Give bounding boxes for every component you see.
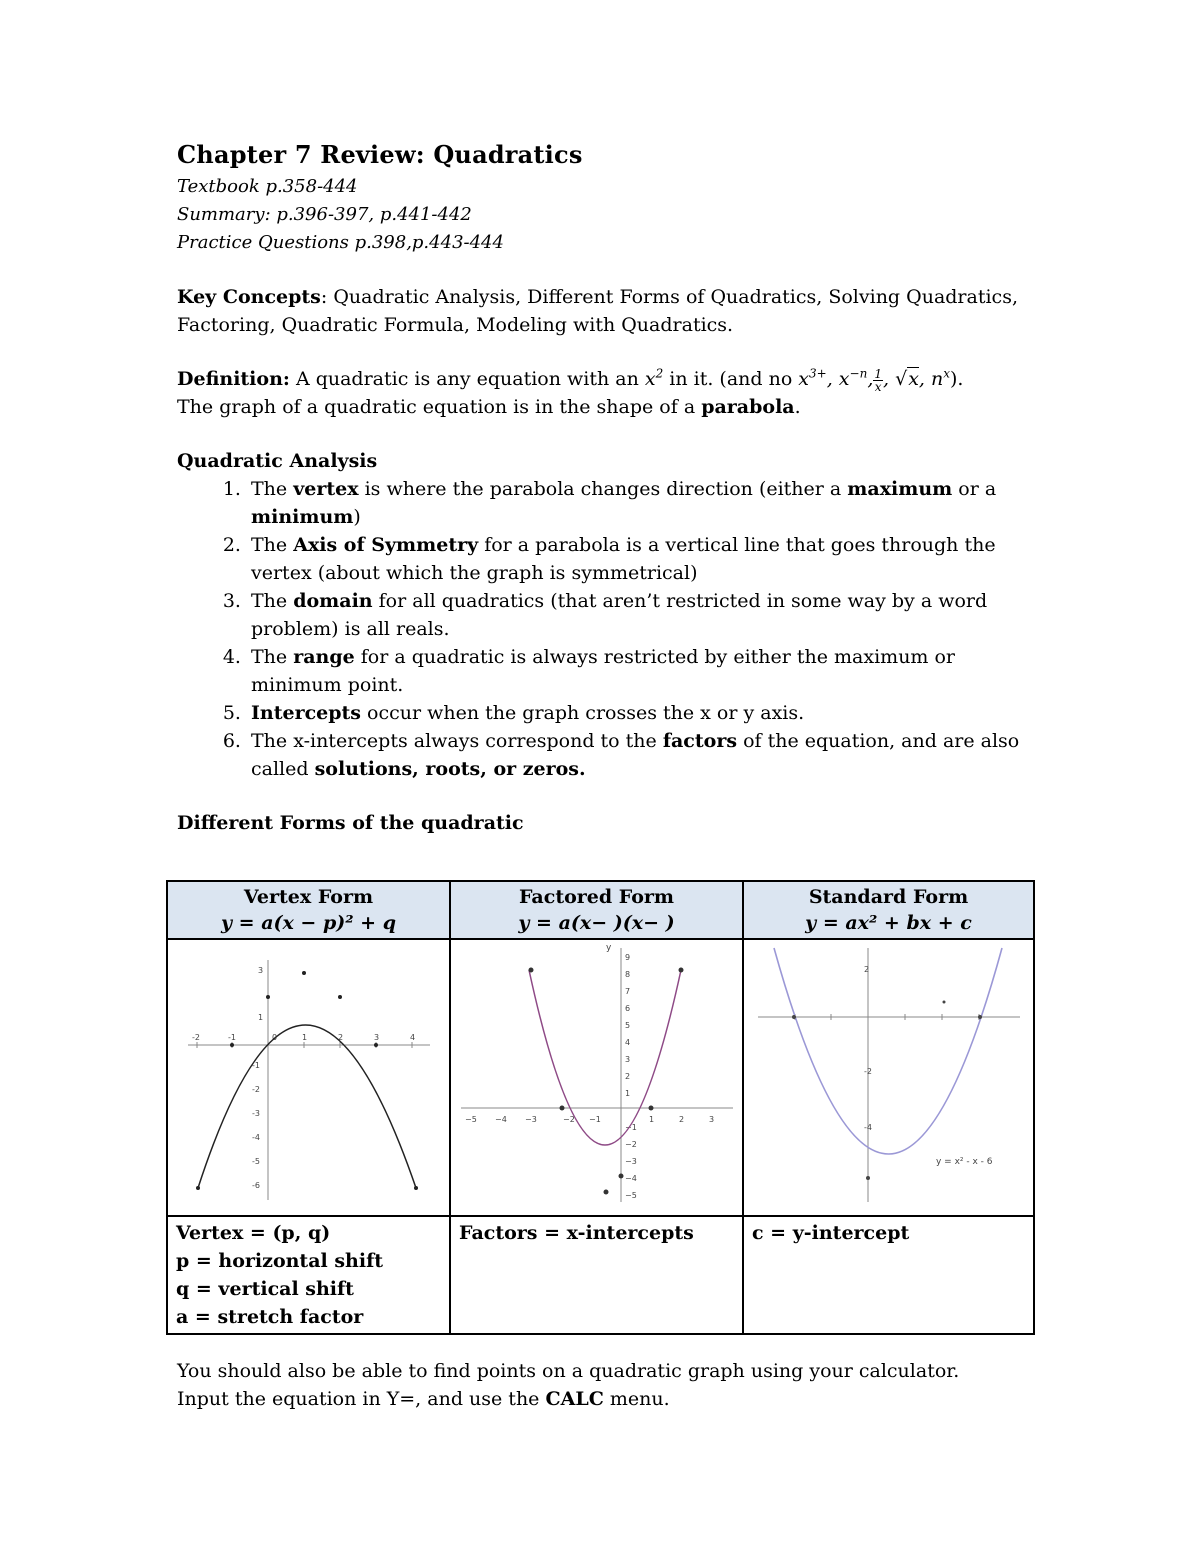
svg-text:8: 8 xyxy=(625,970,631,979)
svg-text:-1: -1 xyxy=(228,1033,236,1042)
svg-text:−2: −2 xyxy=(563,1115,575,1124)
svg-text:−5: −5 xyxy=(625,1191,637,1200)
document-title: Chapter 7 Review: Quadratics xyxy=(177,140,583,169)
key-concepts: Key Concepts: Quadratic Analysis, Different Forms of Quadratics, Solving Quadratics, Factoring, Quadratic Formula, Modeling with Quadratics. xyxy=(177,286,1018,336)
svg-text:−2: −2 xyxy=(625,1140,637,1149)
svg-text:4: 4 xyxy=(625,1038,631,1047)
factored-form-graph xyxy=(450,939,743,1216)
svg-text:2: 2 xyxy=(338,1033,344,1042)
svg-text:−1: −1 xyxy=(625,1123,637,1132)
practice-ref: Practice Questions p.398,p.443-444 xyxy=(177,232,504,253)
svg-text:6: 6 xyxy=(625,1004,631,1013)
parabola-line: The graph of a quadratic equation is in the shape of a parabola. xyxy=(177,396,801,418)
list-item: 5. Intercepts occur when the graph crosses the x or y axis. xyxy=(247,699,1037,727)
svg-text:−4: −4 xyxy=(495,1115,507,1124)
vertex-form-graph xyxy=(167,939,450,1216)
analysis-list xyxy=(177,475,1037,783)
svg-text:1: 1 xyxy=(625,1089,631,1098)
svg-text:5: 5 xyxy=(625,1021,631,1030)
svg-text:4: 4 xyxy=(410,1033,416,1042)
svg-text:-5: -5 xyxy=(252,1157,260,1166)
svg-text:-2: -2 xyxy=(864,1067,872,1076)
standard-form-notes: c = y-intercept xyxy=(743,1216,1034,1334)
vertex-form-header: Vertex Form y = a(x − p)² + q xyxy=(167,881,450,939)
textbook-ref: Textbook p.358-444 xyxy=(177,176,358,197)
svg-text:2: 2 xyxy=(679,1115,685,1124)
graph-equation-label: y = x² - x - 6 xyxy=(936,1157,993,1167)
list-item: 3. The domain for all quadratics (that aren’t restricted in some way by a word problem) is all reals. xyxy=(247,587,1037,643)
list-item: 4. The range for a quadratic is always restricted by either the maximum or minimum point. xyxy=(247,643,1037,699)
vertex-form-notes: Vertex = (p, q) p = horizontal shift q = vertical shift a = stretch factor xyxy=(167,1216,450,1334)
svg-text:-2: -2 xyxy=(252,1085,260,1094)
factored-form-header: Factored Form y = a(x− )(x− ) xyxy=(450,881,743,939)
svg-text:−5: −5 xyxy=(465,1115,477,1124)
analysis-heading: Quadratic Analysis xyxy=(177,450,378,472)
document-body xyxy=(177,140,1037,837)
svg-text:9: 9 xyxy=(625,953,631,962)
svg-text:3: 3 xyxy=(374,1033,380,1042)
svg-text:2: 2 xyxy=(864,965,870,974)
standard-form-header: Standard Form y = ax² + bx + c xyxy=(743,881,1034,939)
svg-text:7: 7 xyxy=(625,987,631,996)
svg-text:-4: -4 xyxy=(252,1133,260,1142)
svg-text:-2: -2 xyxy=(192,1033,200,1042)
closing-text: You should also be able to find points on a quadratic graph using your calculator. Input the equation in Y=, and use the CALC menu. xyxy=(177,1360,960,1410)
svg-text:-4: -4 xyxy=(864,1123,872,1132)
y-axis-label: y xyxy=(606,943,612,953)
svg-text:3: 3 xyxy=(625,1055,631,1064)
svg-text:-6: -6 xyxy=(252,1181,260,1190)
svg-text:1: 1 xyxy=(649,1115,655,1124)
summary-ref: Summary: p.396-397, p.441-442 xyxy=(177,204,472,225)
forms-heading: Different Forms of the quadratic xyxy=(177,812,524,834)
list-item: 1. The vertex is where the parabola changes direction (either a maximum or a minimum) xyxy=(247,475,1037,531)
forms-table xyxy=(166,880,1035,1335)
svg-text:1: 1 xyxy=(302,1033,308,1042)
svg-text:0: 0 xyxy=(272,1033,278,1042)
svg-text:−1: −1 xyxy=(589,1115,601,1124)
list-item: 2. The Axis of Symmetry for a parabola is a vertical line that goes through the vertex (about which the graph is symmetrical) xyxy=(247,531,1037,587)
svg-text:-1: -1 xyxy=(252,1061,260,1070)
svg-text:3: 3 xyxy=(258,966,264,975)
svg-text:1: 1 xyxy=(258,1013,264,1022)
factored-form-notes: Factors = x-intercepts xyxy=(450,1216,743,1334)
svg-text:3: 3 xyxy=(709,1115,715,1124)
svg-text:-3: -3 xyxy=(252,1109,260,1118)
standard-form-graph xyxy=(743,939,1034,1216)
svg-text:−4: −4 xyxy=(625,1174,637,1183)
svg-text:2: 2 xyxy=(625,1072,631,1081)
definition: Definition: A quadratic is any equation with an $x^2$ in it. (and no $x^{3+}$, $x^{-n}$, $\frac{1}{x}$ , √x, $n^x$). xyxy=(177,366,964,394)
svg-text:−3: −3 xyxy=(625,1157,637,1166)
svg-text:−3: −3 xyxy=(525,1115,537,1124)
list-item: 6. The x-intercepts always correspond to the factors of the equation, and are also called solutions, roots, or zeros. xyxy=(247,727,1037,783)
